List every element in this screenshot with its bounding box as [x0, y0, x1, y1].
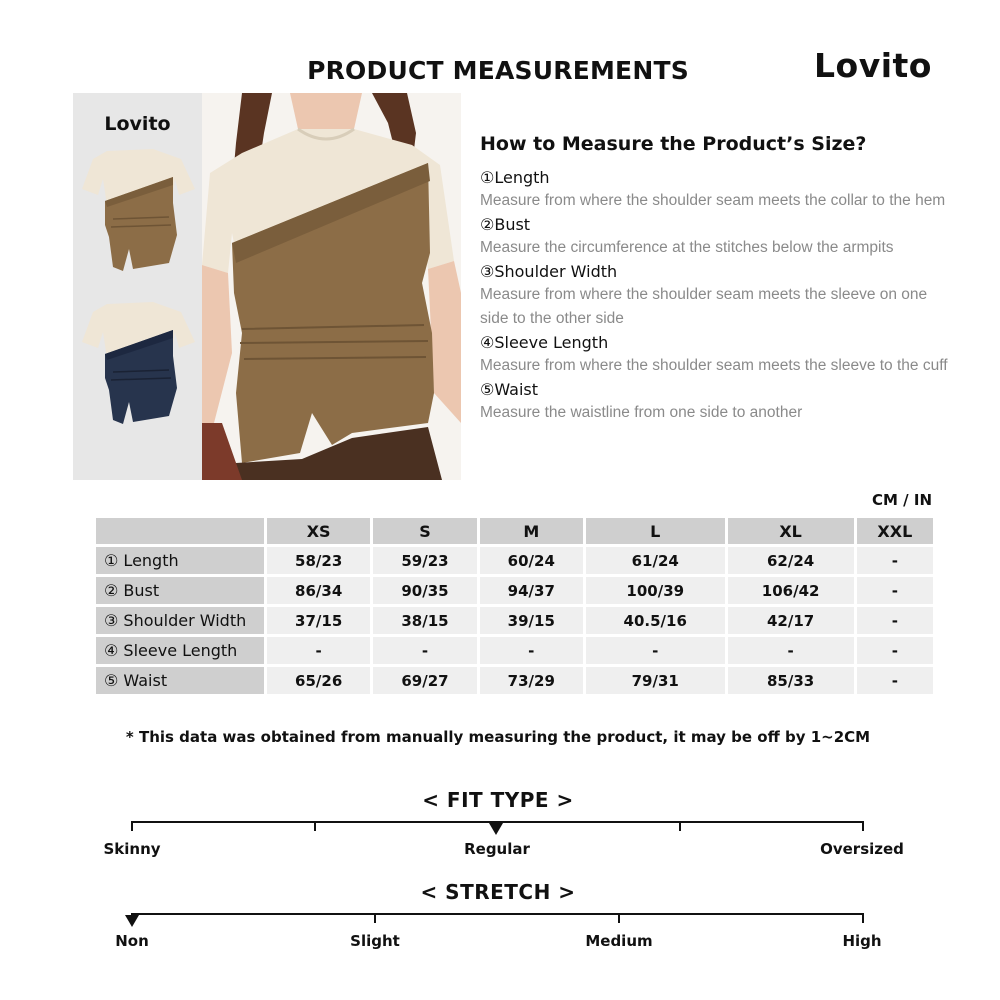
page-title: PRODUCT MEASUREMENTS: [307, 56, 689, 85]
table-cell: 61/24: [586, 547, 725, 574]
size-header: XXL: [857, 518, 933, 544]
table-cell: -: [857, 667, 933, 694]
table-cell: -: [857, 637, 933, 664]
stretch-label-medium: Medium: [585, 932, 653, 950]
color-variant-panel: [73, 93, 202, 480]
stretch-label-slight: Slight: [350, 932, 400, 950]
fit-type-label-regular: Regular: [464, 840, 530, 858]
table-row: [96, 667, 933, 694]
fit-type-tick: [679, 821, 681, 831]
table-cell: 59/23: [373, 547, 476, 574]
fit-type-title: < FIT TYPE >: [422, 788, 574, 812]
fit-type-label-skinny: Skinny: [103, 840, 161, 858]
table-cell: 69/27: [373, 667, 476, 694]
measure-guide: [480, 132, 950, 425]
guide-item-description: Measure from where the shoulder seam meets the sleeve on one side to the other side: [480, 286, 928, 327]
guide-item-heading: ④Sleeve Length: [480, 333, 609, 352]
guide-item-shoulder-width: [480, 260, 950, 331]
stretch-marker-icon: [125, 915, 139, 927]
row-label: ③ Shoulder Width: [96, 607, 264, 634]
table-cell: 37/15: [267, 607, 370, 634]
stretch-label-high: High: [842, 932, 882, 950]
fit-type-tick: [862, 821, 864, 831]
fit-type-tick: [314, 821, 316, 831]
guide-item-heading: ③Shoulder Width: [480, 262, 618, 281]
panel-brand-logo: Lovito: [104, 113, 171, 135]
guide-item-sleeve-length: [480, 331, 950, 378]
table-cell: -: [267, 637, 370, 664]
measurement-disclaimer: * This data was obtained from manually measuring the product, it may be off by 1~2CM: [125, 728, 871, 746]
stretch-tick: [618, 913, 620, 923]
stretch-tick: [374, 913, 376, 923]
guide-item-heading: ⑤Waist: [480, 380, 538, 399]
table-cell: 38/15: [373, 607, 476, 634]
row-label: ① Length: [96, 547, 264, 574]
table-row: [96, 637, 933, 664]
row-label: ② Bust: [96, 577, 264, 604]
table-cell: 62/24: [728, 547, 854, 574]
guide-item-heading: ②Bust: [480, 215, 531, 234]
table-cell: -: [586, 637, 725, 664]
guide-item-bust: [480, 213, 950, 260]
stretch-label-non: Non: [115, 932, 149, 950]
table-cell: 40.5/16: [586, 607, 725, 634]
table-cell: -: [373, 637, 476, 664]
khaki-top-thumbnail[interactable]: [73, 145, 202, 275]
size-header-row: [96, 518, 933, 544]
brand-logo: Lovito: [814, 46, 932, 85]
guide-item-description: Measure from where the shoulder seam meets the sleeve to the cuff: [480, 357, 948, 374]
navy-top-thumbnail[interactable]: [73, 298, 202, 428]
table-cell: -: [857, 607, 933, 634]
table-cell: 106/42: [728, 577, 854, 604]
table-cell: -: [857, 577, 933, 604]
fit-type-marker-icon: [489, 823, 503, 835]
table-cell: 79/31: [586, 667, 725, 694]
unit-label: CM / IN: [872, 491, 932, 509]
table-cell: 86/34: [267, 577, 370, 604]
table-cell: 39/15: [480, 607, 583, 634]
table-row: [96, 607, 933, 634]
guide-item-waist: [480, 378, 950, 425]
guide-item-description: Measure the waistline from one side to another: [480, 404, 803, 421]
size-header: S: [373, 518, 476, 544]
stretch-title: < STRETCH >: [420, 880, 576, 904]
row-label: ④ Sleeve Length: [96, 637, 264, 664]
size-header: XS: [267, 518, 370, 544]
size-header: M: [480, 518, 583, 544]
stretch-track: [131, 913, 864, 915]
table-row: [96, 577, 933, 604]
fit-type-label-oversized: Oversized: [820, 840, 904, 858]
table-cell: -: [857, 547, 933, 574]
table-cell: 100/39: [586, 577, 725, 604]
table-cell: 65/26: [267, 667, 370, 694]
table-cell: 90/35: [373, 577, 476, 604]
table-cell: 85/33: [728, 667, 854, 694]
guide-item-description: Measure from where the shoulder seam meets the collar to the hem: [480, 192, 946, 209]
stretch-tick: [862, 913, 864, 923]
guide-item-length: [480, 166, 950, 213]
guide-title: How to Measure the Product’s Size?: [480, 133, 867, 155]
table-cell: 60/24: [480, 547, 583, 574]
table-cell: -: [480, 637, 583, 664]
model-photo: [202, 93, 461, 480]
guide-item-description: Measure the circumference at the stitches below the armpits: [480, 239, 894, 256]
guide-item-heading: ①Length: [480, 168, 550, 187]
table-cell: 58/23: [267, 547, 370, 574]
row-label: ⑤ Waist: [96, 667, 264, 694]
size-header: XL: [728, 518, 854, 544]
table-cell: 94/37: [480, 577, 583, 604]
table-cell: 42/17: [728, 607, 854, 634]
fit-type-tick: [131, 821, 133, 831]
size-table: [93, 515, 936, 697]
table-row: [96, 547, 933, 574]
corner-cell: [96, 518, 264, 544]
table-cell: -: [728, 637, 854, 664]
table-cell: 73/29: [480, 667, 583, 694]
size-header: L: [586, 518, 725, 544]
